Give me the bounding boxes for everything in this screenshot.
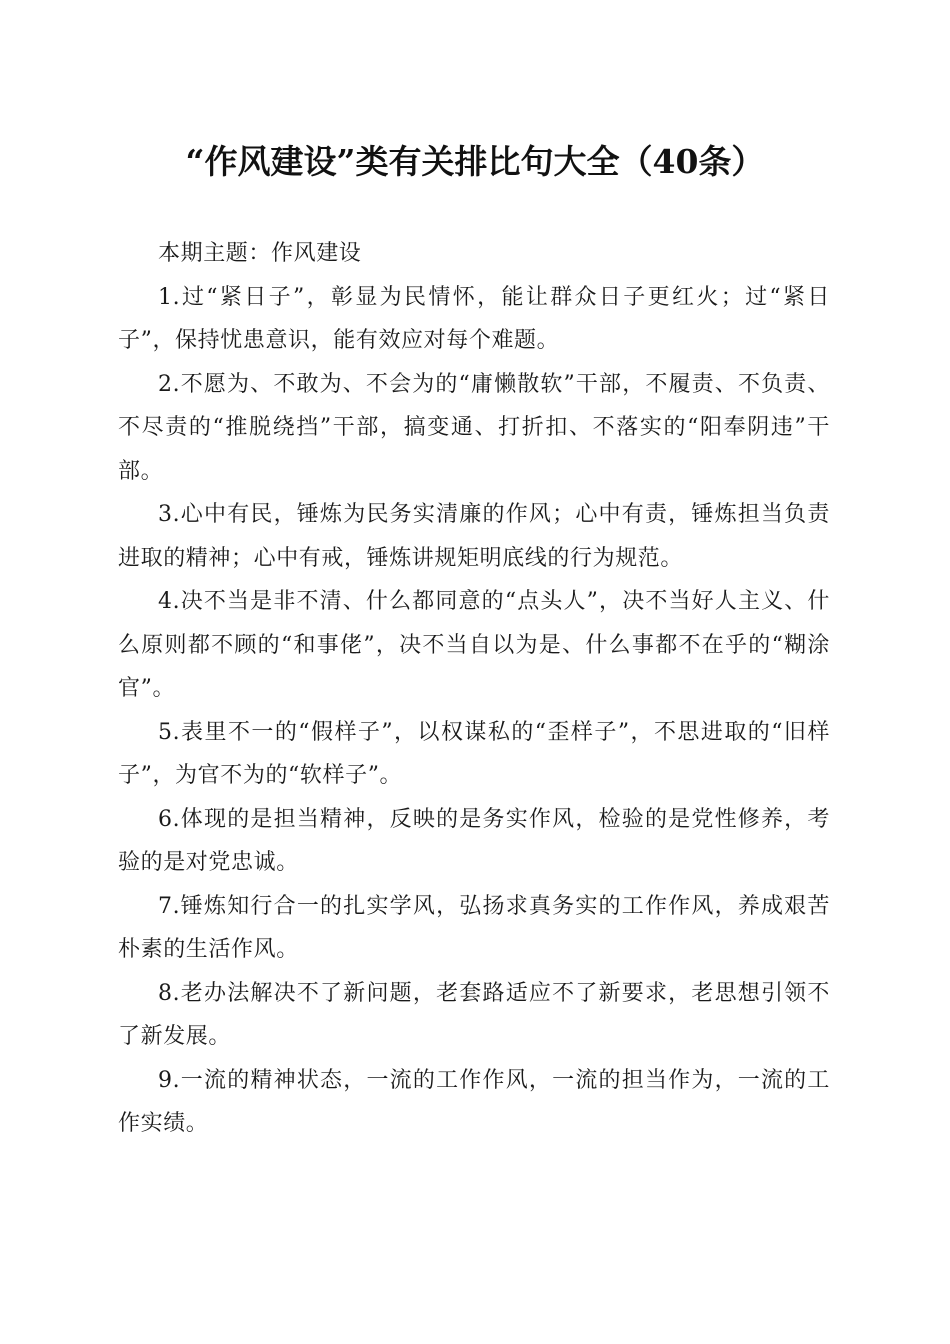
paragraph-8: 8.老办法解决不了新问题，老套路适应不了新要求，老思想引领不了新发展。 [118,980,830,1049]
topic-line: 本期主题：作风建设 [158,241,362,266]
paragraph-5: 5.表里不一的“假样子”，以权谋私的“歪样子”，不思进取的“旧样子”，为官不为的“软样子”。 [118,719,830,788]
paragraph-7: 7.锤炼知行合一的扎实学风，弘扬求真务实的工作作风，养成艰苦朴素的生活作风。 [118,893,830,962]
paragraph-6: 6.体现的是担当精神，反映的是务实作风，检验的是党性修养，考验的是对党忠诚。 [118,806,830,875]
paragraph-2: 2.不愿为、不敢为、不会为的“庸懒散软”干部，不履责、不负责、不尽责的“推脱绕挡”干部，搞变通、打折扣、不落实的“阳奉阴违”干部。 [118,371,830,484]
paragraph-9: 9.一流的精神状态，一流的工作作风，一流的担当作为，一流的工作实绩。 [118,1067,830,1136]
document-body [118,232,830,1146]
paragraph-3: 3.心中有民，锤炼为民务实清廉的作风；心中有责，锤炼担当负责进取的精神；心中有戒，锤炼讲规矩明底线的行为规范。 [118,502,830,571]
paragraph-4: 4.决不当是非不清、什么都同意的“点头人”，决不当好人主义、什么原则都不顾的“和事佬”，决不当自以为是、什么事都不在乎的“糊涂官”。 [118,589,830,701]
paragraph-1: 1.过“紧日子”，彰显为民情怀，能让群众日子更红火；过“紧日子”，保持忧患意识，能有效应对每个难题。 [118,284,830,353]
document-title: “作风建设”类有关排比句大全（40条） [185,142,765,181]
